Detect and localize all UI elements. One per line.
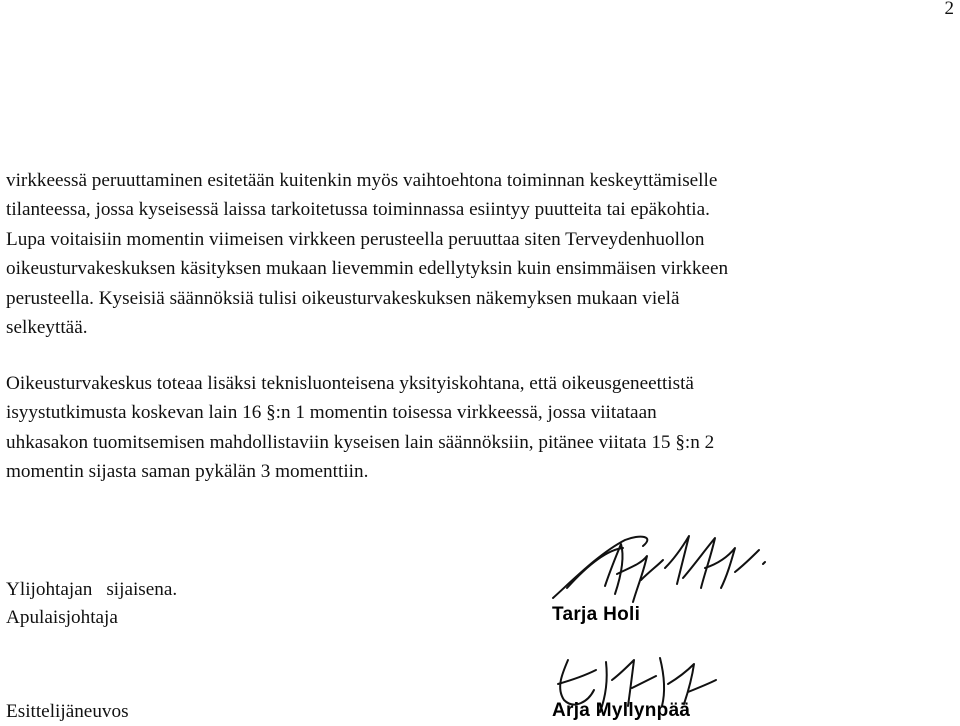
signatory-2-role: Esittelijäneuvos <box>6 701 129 722</box>
paragraph-line: momentin sijasta saman pykälän 3 momenttiin. <box>6 461 369 483</box>
signatory-1-role: Apulaisjohtaja <box>6 607 118 628</box>
paragraph-line: Oikeusturvakeskus toteaa lisäksi teknisluonteisena yksityiskohtana, että oikeusgeneettistä <box>6 373 694 394</box>
paragraph-line: tilanteessa, jossa kyseisessä laissa tarkoitetussa toiminnassa esiintyy puutteita tai epäkohtia. <box>6 199 710 221</box>
signature-1-handwriting <box>545 528 785 614</box>
paragraph-line: Lupa voitaisiin momentin viimeisen virkkeen perusteella peruuttaa siten Terveydenhuollon <box>6 228 705 250</box>
paragraph-line: virkkeessä peruuttaminen esitetään kuitenkin myös vaihtoehtona toiminnan keskeyttämiselle <box>6 170 718 191</box>
body-paragraph-2 <box>6 369 936 487</box>
signatory-2-name: Arja Myllynpää <box>552 700 691 721</box>
page-number: 2 <box>944 0 954 19</box>
title-word: sijaisena. <box>106 579 178 600</box>
title-word: Ylijohtajan <box>6 579 93 600</box>
paragraph-line: selkeyttää. <box>6 317 88 339</box>
signatory-1-title <box>6 575 177 604</box>
signatory-1-name: Tarja Holi <box>552 604 641 625</box>
paragraph-line: oikeusturvakeskuksen käsityksen mukaan lievemmin edellytyksin kuin ensimmäisen virkkeen <box>6 258 729 280</box>
body-paragraph-1 <box>6 166 936 342</box>
paragraph-line: isyystutkimusta koskevan lain 16 §:n 1 momentin toisessa virkkeessä, jossa viitataan <box>6 402 657 424</box>
paragraph-line: perusteella. Kyseisiä säännöksiä tulisi oikeusturvakeskuksen näkemyksen mukaan vielä <box>6 287 680 309</box>
paragraph-line: uhkasakon tuomitsemisen mahdollistaviin kyseisen lain säännöksiin, pitänee viitata 15 §:n 2 <box>6 431 715 453</box>
